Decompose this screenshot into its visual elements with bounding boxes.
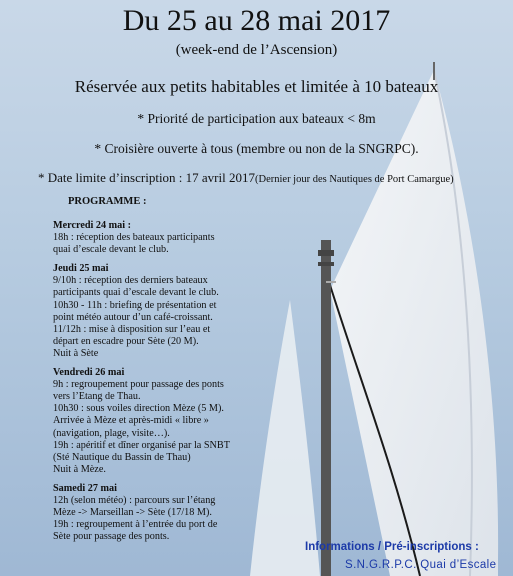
day-line: (navigation, plage, visite…). xyxy=(53,427,170,439)
day-line: 9/10h : réception des derniers bateaux xyxy=(53,275,208,287)
programme-list xyxy=(53,220,283,550)
programme-heading: PROGRAMME : xyxy=(68,196,147,207)
day-line: Sète pour passage des ponts. xyxy=(53,531,170,543)
day-line: (Sté Nautique du Bassin de Thau) xyxy=(53,451,191,463)
day-line: Nuit à Mèze. xyxy=(53,463,106,475)
day-line: participants quai d’escale devant le club. xyxy=(53,287,219,299)
day-title: Mercredi 24 mai : xyxy=(53,220,131,231)
programme-day xyxy=(53,483,283,543)
day-line: quai d’escale devant le club. xyxy=(53,244,169,256)
contact-organization: S.N.G.R.P.C. Quai d’Escale xyxy=(345,559,497,571)
programme-day xyxy=(53,220,283,256)
point-priority: * Priorité de participation aux bateaux < 8m xyxy=(137,111,376,126)
day-line: 19h : apéritif et dîner organisé par la SNBT xyxy=(53,439,230,451)
day-title: Jeudi 25 mai xyxy=(53,263,109,275)
day-line: 9h : regroupement pour passage des ponts xyxy=(53,379,224,391)
deadline-note: (Dernier jour des Nautiques de Port Camargue) xyxy=(255,174,454,185)
intro-lead: Réservée aux petits habitables et limitée à 10 bateaux xyxy=(74,77,439,96)
contact-heading: Informations / Pré-inscriptions : xyxy=(305,541,479,553)
day-title: Vendredi 26 mai xyxy=(53,367,125,379)
day-title: Samedi 27 mai xyxy=(53,482,117,494)
page-subtitle: (week-end de l’Ascension) xyxy=(175,42,338,58)
day-line: 18h : réception des bateaux participants xyxy=(53,232,215,244)
day-line: 19h : regroupement à l’entrée du port de xyxy=(53,519,218,531)
day-line: départ en escadre pour Sète (20 M). xyxy=(53,335,199,347)
programme-day xyxy=(53,367,283,476)
day-line: 11/12h : mise à disposition sur l’eau et xyxy=(53,323,211,335)
point-deadline xyxy=(38,170,508,186)
day-line: 10h30 - 11h : briefing de présentation et xyxy=(53,299,217,311)
day-line: point météo autour d’un café-croissant. xyxy=(53,311,213,323)
day-line: vers l’Etang de Thau. xyxy=(53,391,141,403)
programme-day xyxy=(53,263,283,360)
day-line: Arrivée à Mèze et après-midi « libre » xyxy=(53,415,209,427)
day-line: 12h (selon météo) : parcours sur l’étang xyxy=(53,494,216,506)
point-open-cruise: * Croisière ouverte à tous (membre ou non de la SNGRPC). xyxy=(94,141,419,156)
day-line: Nuit à Sète xyxy=(53,347,99,359)
day-line: 10h30 : sous voiles direction Mèze (5 M). xyxy=(53,403,224,415)
day-line: Mèze -> Marseillan -> Sète (17/18 M). xyxy=(53,507,212,519)
deadline-text: * Date limite d’inscription : 17 avril 2017 xyxy=(38,170,255,185)
page-title: Du 25 au 28 mai 2017 xyxy=(122,4,391,37)
